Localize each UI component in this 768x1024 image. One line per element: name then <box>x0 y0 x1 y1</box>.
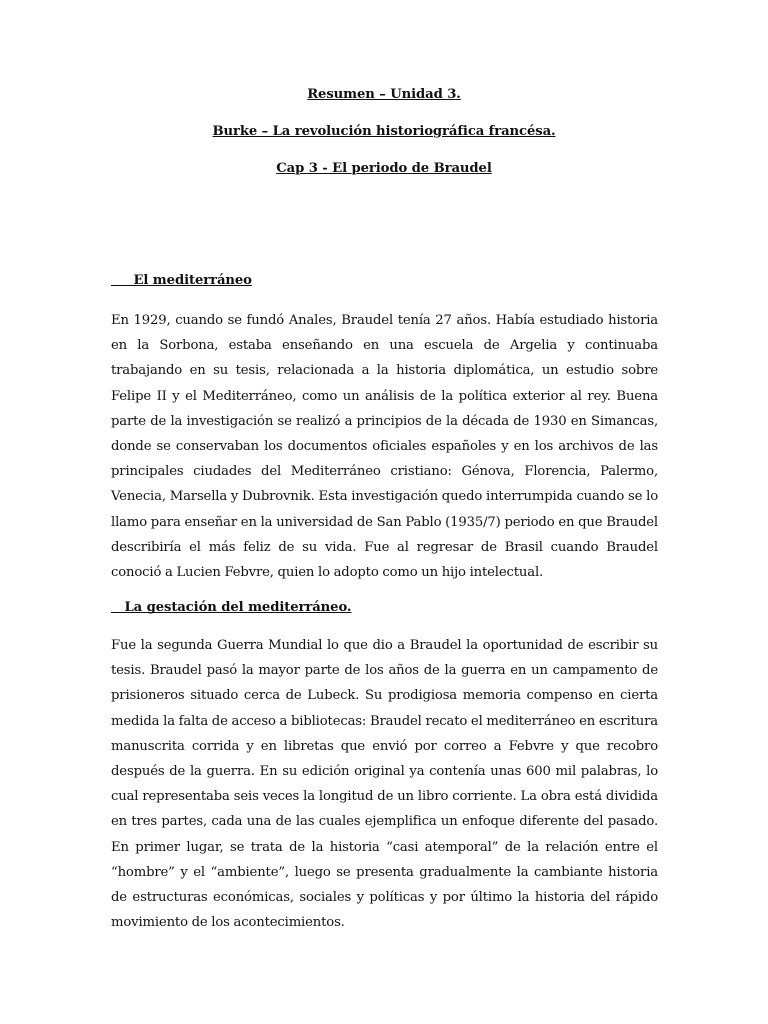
section-title-mediterraneo: El mediterráneo <box>111 273 252 288</box>
paragraph-gestacion: Fue la segunda Guerra Mundial lo que dio a Braudel la oportunidad de escribir su tesis. Braudel pasó la mayor parte de los años de la guerra en un campamento de prisioneros situado cerca de Lubeck. Su prodigiosa memoria compenso en cierta medida la falta de acceso a bibliotecas: Braudel recato el mediterráneo en escritura manuscrita corrida y en libretas que envió por correo a Febvre y que recobro después de la guerra. En su edición original ya contenía unas 600 mil palabras, lo cual representaba seis veces la longitud de un libro corriente. La obra está dividida en tres partes, cada una de las cuales ejemplifica un enfoque diferente del pasado. En primer lugar, se trata de la historia “casi atemporal” de la relación entre el “hombre” y el “ambiente”, luego se presenta gradualmente la cambiante historia de estructuras económicas, sociales y políticas y por último la historia del rápido movimiento de los acontecimientos. <box>111 638 658 931</box>
book-heading: Burke – La revolución historiográfica francésa. <box>212 124 556 139</box>
summary-heading: Resumen – Unidad 3. <box>307 87 461 102</box>
document-headings <box>0 86 768 197</box>
section-title-gestacion: La gestación del mediterráneo. <box>111 600 352 615</box>
section-mediterraneo <box>111 272 658 585</box>
chapter-heading: Cap 3 - El periodo de Braudel <box>276 161 492 176</box>
section-gestacion <box>111 599 658 935</box>
paragraph-mediterraneo: En 1929, cuando se fundó Anales, Braudel tenía 27 años. Había estudiado historia en la Sorbona, estaba enseñando en una escuela de Argelia y continuaba trabajando en su tesis, relacionada a la historia diplomática, un estudio sobre Felipe II y el Mediterráneo, como un análisis de la política exterior al rey. Buena parte de la investigación se realizó a principios de la década de 1930 en Simancas, donde se conservaban los documentos oficiales españoles y en los archivos de las principales ciudades del Mediterráneo cristiano: Génova, Florencia, Palermo, Venecia, Marsella y Dubrovnik. Esta investigación quedo interrumpida cuando se lo llamo para enseñar en la universidad de San Pablo (1935/7) periodo en que Braudel describiría el más feliz de su vida. Fue al regresar de Brasil cuando Braudel conoció a Lucien Febvre, quien lo adopto como un hijo intelectual. <box>111 313 658 581</box>
